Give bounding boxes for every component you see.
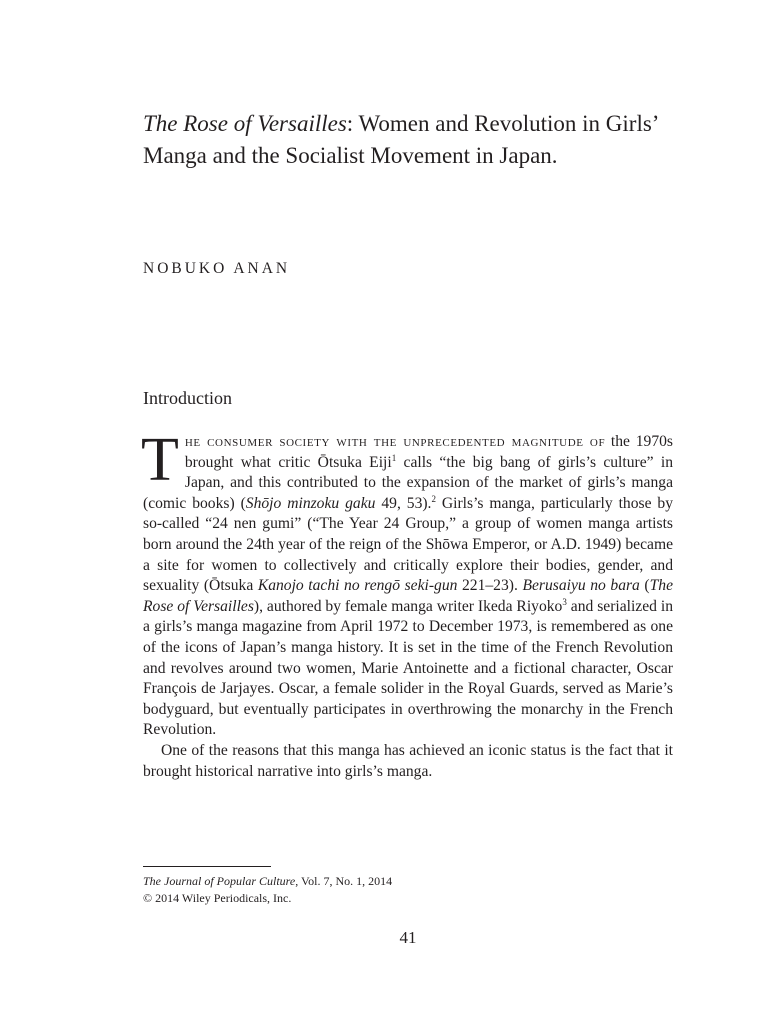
paragraph-1: The consumer society with the unprecedented magnitude of the 1970s brought what critic Ōtsuka Eiji$^1$ calls “the big bang of girls’s culture” in Japan, and this contributed to the expansion of the market of girls’s manga (comic books) (Shōjo minzoku gaku 49, 53).$^2$ Girls’s manga, particularly those by so-called “24 nen gumi” (“The Year 24 Group,” a group of women manga artists born around the 24th year of the reign of the Shōwa Emperor, or A.D. 1949) became a site for women to collectively and critically explore their bodies, gender, and sexuality (Ōtsuka Kanojo tachi no rengō seki-gun 221–23). Berusaiyu no bara (The Rose of Versailles), authored by female manga writer Ikeda Riyoko$^3$ and serialized in a girls’s manga magazine from April 1972 to December 1973, is remembered as one of the icons of Japan’s manga history. It is set in the time of the French Revolution and revolves around two women, Marie Antoinette and a fictional character, Oscar François de Jarjayes. Oscar, a female solider in the Royal Guards, served as Marie’s bodyguard, but eventually participates in overthrowing the monarchy in the French Revolution.: [141, 426, 674, 739]
page-number: 41: [399, 928, 417, 947]
footer-rule: [143, 866, 271, 867]
journal-citation: [143, 873, 392, 890]
paragraph-2: One of the reasons that this manga has achieved an iconic status is the fact that it brought historical narrative into girls’s manga.: [143, 741, 673, 780]
title-italic: The Rose of Versailles: [143, 111, 347, 136]
footnote-ref-3[interactable]: 3: [562, 596, 567, 607]
journal-name: The Journal of Popular Culture: [143, 874, 296, 888]
small-caps-opening: he consumer society with the unprecedented magnitude of: [184, 433, 606, 450]
drop-cap: T: [141, 426, 179, 494]
section-heading: Introduction: [143, 388, 232, 408]
title-rest: : Women and Revolution in Girls’ Manga and the Socialist Movement in Japan.: [143, 111, 658, 168]
copyright-line: © 2014 Wiley Periodicals, Inc.: [143, 891, 292, 905]
journal-footer: [143, 873, 392, 907]
journal-issue: , Vol. 7, No. 1, 2014: [295, 874, 393, 888]
footnote-ref-1[interactable]: 1: [391, 452, 397, 463]
author-name: NOBUKO ANAN: [143, 260, 291, 277]
article-body: [141, 426, 674, 782]
article-title: [143, 108, 683, 172]
footnote-ref-2[interactable]: 2: [431, 493, 436, 504]
